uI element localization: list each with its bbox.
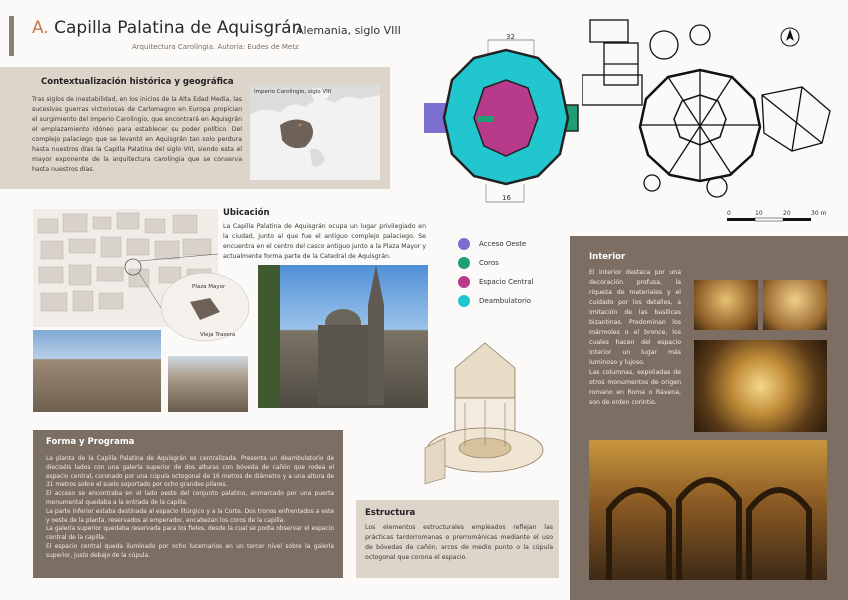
interior-photo-1 bbox=[694, 280, 758, 330]
forma-paragraph: La planta de la Capilla Palatina de Aquisgrán es centralizada. Presenta un deambulatorio de dieciséis lados con una galería superior de dos alturas con bóveda de cañón que rodea el espacio central, coronado por una cúpula octogonal de 16 metros de diámetro y a una altura de 31 metros sobre el suelo soportado por ocho grandes pilares. bbox=[46, 456, 334, 489]
legend-label: Coros bbox=[479, 258, 499, 267]
legend-swatch bbox=[458, 295, 470, 307]
context-body: Tras siglos de inestabilidad, en los inicios de la Alta Edad Media, las sucesivas guerras victoriosas de Carlomagno en Europa propician el surgimiento del Imperio Carolingio, que encontrará en Aquisgrán el emplazamiento idóneo para establecer su poder político. Del complejo palaciego que se levantó en Aquisgrán tan solo perdura hasta nuestros días la Capilla Palatina del siglo VIII, siendo esta el mayor exponente de la arquitectura carolingia que se conserva hasta nuestros días. bbox=[32, 96, 242, 173]
scale-bar bbox=[727, 208, 837, 232]
interior-photo-2 bbox=[763, 280, 827, 330]
estructura-heading: Estructura bbox=[365, 508, 416, 518]
interior-body bbox=[589, 268, 681, 408]
colored-plan bbox=[420, 30, 585, 214]
dimension-bottom: 16 bbox=[502, 194, 511, 202]
forma-heading: Forma y Programa bbox=[46, 437, 135, 447]
forma-paragraph: La galería superior quedaba reservada para los fieles, desde la cual se podía observar el espacio central de la capilla. bbox=[46, 526, 334, 542]
section-letter: A. bbox=[32, 18, 49, 38]
axonometric-section bbox=[415, 338, 555, 488]
legend-swatch bbox=[458, 257, 470, 269]
authors-line: Arquitectura Carolingia. Autoría: Eudes de Metz bbox=[132, 43, 299, 51]
legend-label: Deambulatorio bbox=[479, 296, 532, 305]
scale-tick-3: 30 m bbox=[811, 210, 827, 217]
legend-swatch bbox=[458, 238, 470, 250]
forma-paragraph: La parte inferior estaba destinada al espacio litúrgico y a la Corte. Dos tronos enfrentados a este y oeste de la planta, reservados al emperador, encabezan los coros de la capilla. bbox=[46, 508, 334, 524]
estructura-body: Los elementos estructurales empleados reflejan las prácticas tardorromanas o prerrománicas mediante el uso de bóvedas de cañón, arcos de medio punto o la cúpula octogonal que corona el espacio. bbox=[365, 524, 553, 561]
zoom-map bbox=[160, 272, 250, 342]
cathedral-photo bbox=[258, 265, 428, 408]
nave-photo bbox=[589, 440, 827, 580]
detail-photo bbox=[168, 356, 248, 412]
dome-photo bbox=[694, 340, 827, 432]
legend-item-coros bbox=[458, 253, 534, 272]
interior-heading: Interior bbox=[589, 252, 626, 262]
page-title bbox=[32, 18, 302, 38]
forma-body bbox=[46, 455, 334, 561]
legend-item-acceso bbox=[458, 234, 534, 253]
detailed-plan bbox=[582, 15, 837, 204]
scale-tick-1: 10 bbox=[755, 210, 763, 217]
interior-body-2: Las columnas, expoliadas de otros monumentos de origen romano en Roma o Rávena, son de orden corintio. bbox=[589, 369, 681, 406]
legend-label: Acceso Oeste bbox=[479, 239, 527, 248]
context-heading: Contextualización histórica y geográfica bbox=[41, 77, 234, 87]
plan-legend bbox=[458, 234, 534, 310]
legend-label: Espacio Central bbox=[479, 277, 534, 286]
location-body: La Capilla Palatina de Aquisgrán ocupa un lugar privilegiado en la ciudad, junto al que fue el antiguo complejo palaciego. Se encuentra en el centro del casco antiguo junto a la Plaza Mayor y actualmente forma parte de la Catedral de Aquisgrán. bbox=[223, 223, 426, 260]
interior-body-1: El interior destaca por una decoración profusa, la riqueza de materiales y el cuidado por los detalles, a imitación de las basílicas bizantinas. Predominan los mármoles o el bronce, los cuales hacen del espacio interior un lugar más luminoso y lujoso. bbox=[589, 269, 681, 366]
aerial-photo bbox=[33, 330, 161, 412]
forma-paragraph: El acceso se encontraba en el lado oeste del conjunto palatino, enmarcado por una puerta monumental quedaba a la entrada de la capilla. bbox=[46, 491, 334, 506]
europe-map bbox=[250, 85, 380, 180]
legend-swatch bbox=[458, 276, 470, 288]
scale-tick-2: 20 bbox=[783, 210, 791, 217]
legend-item-central bbox=[458, 272, 534, 291]
plaza-label: Plaza Mayor bbox=[192, 284, 226, 290]
dimension-top: 32 bbox=[506, 33, 515, 41]
legend-item-deambulatorio bbox=[458, 291, 534, 310]
map-label: Imperio Carolingio, siglo VIII bbox=[254, 89, 332, 95]
scale-tick-0: 0 bbox=[727, 210, 731, 217]
title-text: Capilla Palatina de Aquisgrán bbox=[54, 18, 303, 38]
place-subtitle: Alemania, siglo VIII bbox=[296, 24, 401, 37]
accent-bar bbox=[9, 16, 14, 56]
vieja-label: Vieja Trasera bbox=[200, 332, 236, 338]
forma-paragraph: El espacio central queda iluminado por ocho lucernarios en un tercer nivel sobre la galería superior, justo debajo de la cúpula. bbox=[46, 543, 334, 559]
location-heading: Ubicación bbox=[223, 208, 270, 218]
